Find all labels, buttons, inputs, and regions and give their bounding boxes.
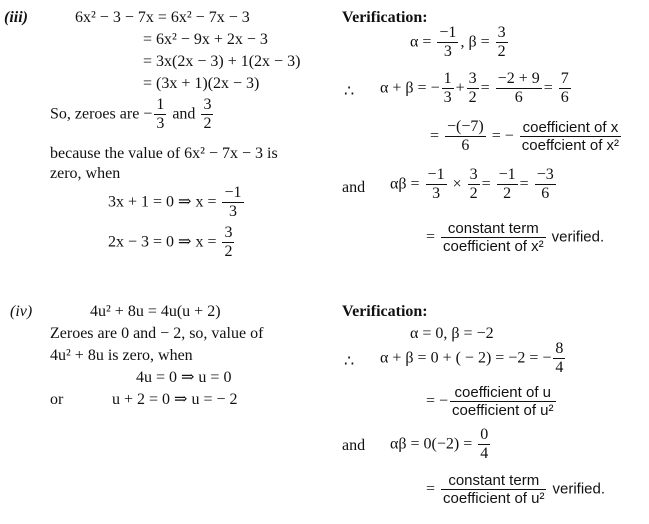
sum-term-4: $\frac{7}{6}$	[560, 70, 569, 107]
alpha-beta-values: α = $\frac{-1}{3}$ , β = $\frac{3}{2}$	[410, 24, 506, 61]
zero-fraction-1: $\frac{1}{3}$	[156, 96, 165, 133]
prod-term-2: $\frac{3}{2}$	[469, 166, 478, 203]
eq1-fraction: $\frac{-1}{3}$	[224, 184, 242, 221]
sum-of-zeroes-iv: α + β = 0 + ( − 2) = −2 = − $\frac{8}{4}$	[380, 340, 564, 377]
product-coefficient-ratio-iv: = $\frac{\text{constant term}}{\text{coefficient of u²}}$ verified.	[426, 472, 606, 508]
product-coefficient-ratio: = $\frac{\text{constant term}}{\text{coefficient of x²}}$ verified.	[426, 220, 605, 256]
part-iv-label: (iv)	[10, 303, 33, 320]
verified-label-iv: verified.	[552, 480, 606, 498]
sum-fraction-iv: $\frac{8}{4}$	[555, 340, 564, 377]
therefore-symbol-iii: ∴	[344, 83, 355, 100]
zeroes-line-1-iv: Zeroes are 0 and − 2, so, value of	[50, 325, 264, 342]
eq2-fraction: $\frac{3}{2}$	[224, 224, 233, 261]
verified-label-iii: verified.	[551, 228, 605, 246]
equation-1: 3x + 1 = 0 ⇒ x = $\frac{-1}{3}$	[108, 184, 242, 221]
therefore-symbol-iv: ∴	[344, 353, 355, 370]
alpha-fraction: $\frac{-1}{3}$	[439, 24, 457, 61]
prod-term-4: $\frac{-3}{6}$	[536, 166, 554, 203]
part-iii-label: (iii)	[4, 9, 28, 26]
constant-term-fraction-iv: $\frac{\text{constant term}}{\text{coefficient of u²}}$	[443, 472, 545, 508]
product-of-zeroes: αβ = $\frac{-1}{3}$ × $\frac{3}{2}$ = $\frac{-1}{2}$ = $\frac{-3}{6}$	[390, 166, 554, 203]
equation-2: 2x − 3 = 0 ⇒ x = $\frac{3}{2}$	[108, 224, 233, 261]
sum-term-1: $\frac{1}{3}$	[443, 70, 452, 107]
zeroes-line-2-iv: 4u² + 8u is zero, when	[50, 347, 193, 364]
sum-term-3: $\frac{-2 + 9}{6}$	[497, 70, 540, 107]
equation-1-iv: 4u = 0 ⇒ u = 0	[136, 369, 232, 386]
zeroes-and: and	[172, 105, 196, 123]
alpha-beta-values-iv: α = 0, β = −2	[410, 325, 494, 342]
sum-of-zeroes: α + β = − $\frac{1}{3}$ + $\frac{3}{2}$ = $\frac{-2 + 9}{6}$ = $\frac{7}{6}$	[380, 70, 569, 107]
coefficient-u-fraction: $\frac{\text{coefficient of u}}{\text{coefficient of u²}}$	[452, 384, 554, 420]
or-label: or	[50, 391, 64, 408]
because-line-1: because the value of 6x² − 7x − 3 is	[50, 145, 278, 162]
coefficient-x-fraction: $\frac{\text{coefficient of x}}{\text{coeffcient of x²}}$	[521, 119, 620, 155]
product-of-zeroes-iv: αβ = 0(−2) = $\frac{0}{4}$	[390, 426, 489, 463]
factor-step-1: 6x² − 3 − 7x = 6x² − 7x − 3	[75, 9, 250, 26]
sum-coefficient-ratio: = $\frac{-(-7)}{6}$ = − $\frac{\text{coefficient of x}}{\text{coeffcient of x²}}$	[430, 118, 620, 155]
prod-term-3: $\frac{-1}{2}$	[498, 166, 516, 203]
verification-title-iv: Verification:	[342, 303, 428, 320]
prod-fraction-iv: $\frac{0}{4}$	[480, 426, 489, 463]
zero-fraction-2: $\frac{3}{2}$	[203, 96, 212, 133]
factor-step-4: = (3x + 1)(2x − 3)	[143, 75, 260, 92]
equation-2-iv: u + 2 = 0 ⇒ u = − 2	[112, 391, 238, 408]
constant-term-fraction-iii: $\frac{\text{constant term}}{\text{coefficient of x²}}$	[443, 220, 544, 256]
verification-title-iii: Verification:	[342, 9, 428, 26]
because-line-2: zero, when	[50, 165, 121, 182]
factor-step-iv: 4u² + 8u = 4u(u + 2)	[90, 303, 221, 320]
zeroes-prefix: So, zeroes are	[50, 105, 140, 123]
and-label-iv: and	[342, 437, 366, 454]
sum-coefficient-ratio-iv: = − $\frac{\text{coefficient of u}}{\text{coefficient of u²}}$	[426, 384, 554, 420]
factor-step-2: = 6x² − 9x + 2x − 3	[143, 31, 268, 48]
sum-term-2: $\frac{3}{2}$	[468, 70, 477, 107]
sum2-fraction: $\frac{-(-7)}{6}$	[447, 118, 484, 155]
zeroes-statement: So, zeroes are − $\frac{1}{3}$ and $\frac{3}{2}$	[50, 96, 212, 133]
and-label-iii: and	[342, 179, 366, 196]
prod-term-1: $\frac{-1}{3}$	[427, 166, 445, 203]
factor-step-3: = 3x(2x − 3) + 1(2x − 3)	[143, 53, 301, 70]
beta-fraction: $\frac{3}{2}$	[497, 24, 506, 61]
